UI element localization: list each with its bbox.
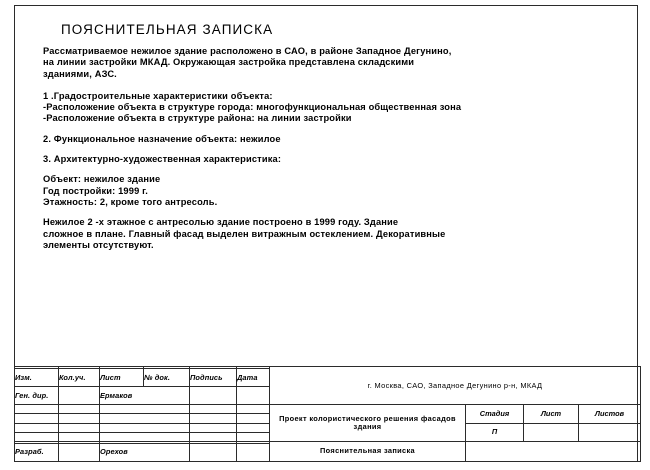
cell-empty (100, 423, 190, 432)
cell-empty (100, 432, 190, 441)
text-line: Этажность: 2, кроме того антресоль. (43, 196, 218, 207)
stamp-address: г. Москва, САО, Западное Дегунино р-н, МКАД (270, 367, 641, 405)
cell-empty (59, 423, 100, 432)
stamp-role-razrab: Разраб. (15, 443, 59, 461)
stamp-project-title (270, 405, 466, 441)
paragraph-description (43, 217, 623, 251)
cell-empty (15, 405, 59, 414)
document-body (15, 6, 637, 260)
stamp-name-ermakov: Ермаков (100, 387, 190, 405)
cell-empty (190, 387, 237, 405)
paragraph-object-specs (43, 174, 623, 208)
drawing-sheet-frame (14, 5, 638, 462)
cell-empty (15, 432, 59, 441)
cell-empty (59, 405, 100, 414)
cell-empty (190, 414, 237, 423)
text-line: -Расположение объекта в структуре района: на линии застройки (43, 113, 352, 124)
text-line: Объект: нежилое здание (43, 174, 161, 185)
cell-empty (59, 387, 100, 405)
title-block-table (14, 366, 641, 462)
cell-empty (190, 432, 237, 441)
cell-empty (190, 405, 237, 414)
lists-value (579, 423, 641, 441)
text-line: 1 .Градостроительные характеристики объекта: (43, 90, 273, 101)
paragraph-section-3 (43, 154, 623, 165)
cell-empty (100, 414, 190, 423)
project-title-line-2: фасадов здания (353, 414, 456, 432)
lists-label: Листов (579, 405, 641, 423)
cell-empty (466, 441, 641, 461)
cell-empty (59, 443, 100, 461)
column-header-podpis: Подпись (190, 369, 237, 387)
cell-empty (59, 414, 100, 423)
column-header-kol-uch: Кол.уч. (59, 369, 100, 387)
text-line: Рассматриваемое нежилое здание расположено в САО, в районе Западное Дегунино, (43, 46, 452, 56)
paragraph-section-2 (43, 134, 623, 145)
project-title-line-1: Проект колористического решения (279, 414, 419, 424)
column-header-izm: Изм. (15, 369, 59, 387)
text-line: на линии застройки МКАД. Окружающая застройка представлена складскими (43, 57, 415, 68)
cell-empty (100, 405, 190, 414)
list-value (524, 423, 579, 441)
text-line: Нежилое 2 -х этажное с антресолью здание построено в 1999 году. Здание (43, 217, 399, 228)
cell-empty (15, 423, 59, 432)
stage-value: П (466, 423, 524, 441)
cell-empty (190, 443, 237, 461)
list-label: Лист (524, 405, 579, 423)
title-block-stamp (14, 366, 638, 462)
stamp-name-orekhov: Орехов (100, 443, 190, 461)
stage-label: Стадия (466, 405, 524, 423)
page-title: ПОЯСНИТЕЛЬНАЯ ЗАПИСКА (61, 22, 274, 37)
stamp-role-gen-dir: Ген. дир. (15, 387, 59, 405)
cell-empty (59, 432, 100, 441)
cell-empty (237, 432, 270, 441)
text-line: зданиями, АЗС. (43, 68, 117, 79)
paragraph-intro (43, 46, 623, 80)
cell-empty (15, 414, 59, 423)
column-header-list: Лист (100, 369, 144, 387)
column-header-n-dok: № док. (144, 369, 190, 387)
cell-empty (237, 414, 270, 423)
cell-empty (190, 423, 237, 432)
text-line: Год постройки: 1999 г. (43, 185, 148, 196)
text-line: 2. Функциональное назначение объекта: нежилое (43, 133, 281, 144)
table-row (15, 405, 641, 414)
cell-empty (237, 405, 270, 414)
text-line: сложное в плане. Главный фасад выделен витражным остеклением. Декоративные (43, 228, 446, 239)
text-line: элементы отсутствуют. (43, 239, 154, 250)
text-line: 3. Архитектурно-художественная характеристика: (43, 154, 282, 165)
cell-empty (237, 423, 270, 432)
cell-empty (237, 387, 270, 405)
paragraph-section-1 (43, 91, 623, 125)
column-header-data: Дата (237, 369, 270, 387)
stamp-sheet-name: Пояснительная записка (270, 441, 466, 461)
text-line: -Расположение объекта в структуре города: многофункциональная общественная зона (43, 102, 462, 113)
cell-empty (237, 443, 270, 461)
